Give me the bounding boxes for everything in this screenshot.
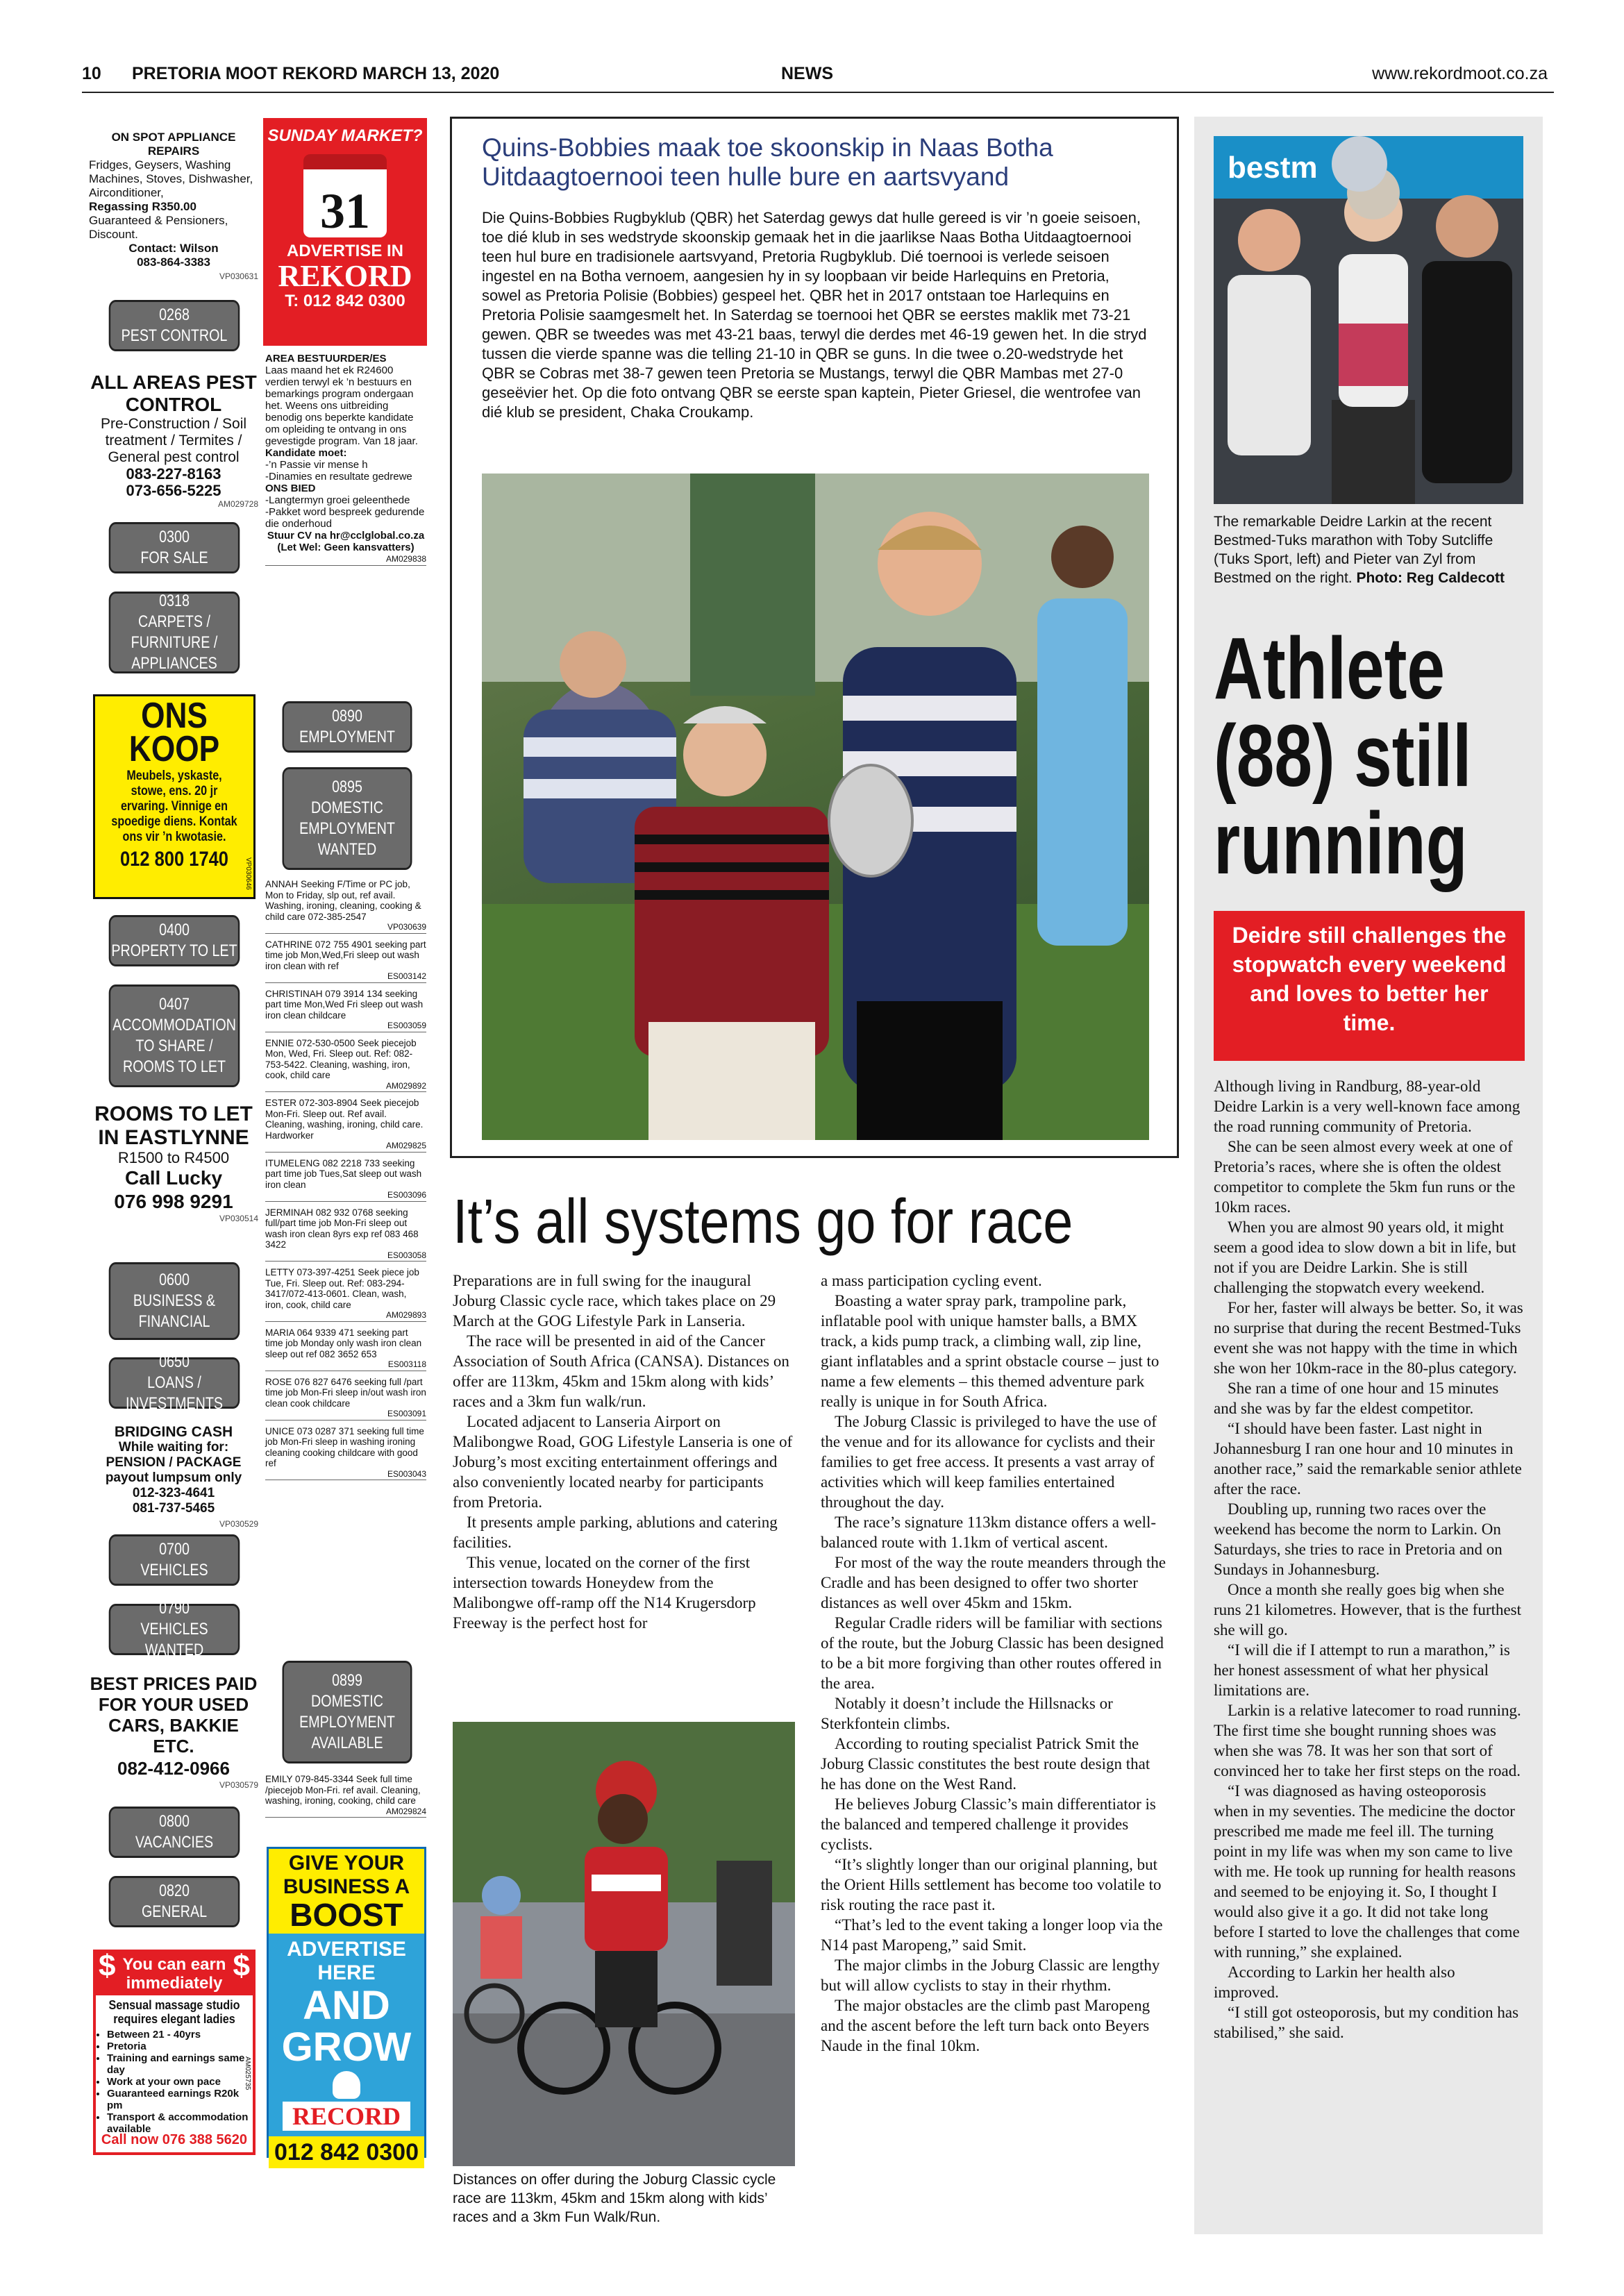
- race-col2: [821, 1271, 1168, 2056]
- pest-body: Pre-Construction / Soil treatment / Termites / General pest control: [100, 416, 247, 465]
- earn-list-item: • Pretoria: [107, 2041, 253, 2052]
- area-offer: ONS BIED: [265, 483, 316, 494]
- classified-ad: [265, 1038, 426, 1093]
- race-paragraph: Notably it doesn’t include the Hillsnacks or Sterkfontein climbs.: [821, 1695, 1113, 1732]
- athlete-paragraph: “I still got osteoporosis, but my condition has stabilised,” she said.: [1214, 2004, 1519, 2041]
- race-paragraph: It presents ample parking, ablutions and catering facilities.: [453, 1514, 778, 1551]
- ad-ref: ES003096: [265, 1190, 426, 1202]
- badge-label: BUSINESS & FINANCIAL: [133, 1291, 216, 1331]
- appliance-ref: VP030631: [219, 271, 258, 281]
- badge-code: 0400: [159, 921, 190, 939]
- ad-text: ENNIE 072-530-0500 Seek piecejob Mon, Wed, Fri. Sleep out. Ref: 082-753-5422. Cleaning, washing, iron, cook, child care: [265, 1037, 417, 1080]
- rooms-ad: [89, 1103, 258, 1223]
- category-badge-0407[interactable]: [109, 984, 240, 1087]
- athlete-paragraph: Doubling up, running two races over the weekend has become the norm to Larkin. On Saturdays, she tries to race in Pretoria and on Sundays in Johannesburg.: [1214, 1500, 1502, 1578]
- ad-text: MARIA 064 9339 471 seeking part time job Monday only wash iron clean sleep out ref 082 3652 653: [265, 1327, 422, 1359]
- ad-ref: AM029892: [265, 1081, 426, 1093]
- appliance-body: Fridges, Geysers, Washing Machines, Stoves, Dishwasher, Airconditioner,: [89, 158, 253, 199]
- cars-phone: 082-412-0966: [117, 1758, 230, 1779]
- rugby-trophy-photo: [482, 474, 1149, 1140]
- area-offer-2: -Pakket word bespreek gedurende die onderhoud: [265, 506, 425, 530]
- ons-koop-body: Meubels, yskaste, stowe, ens. 20 jr ervaring. Vinnige en spoedige diens. Kontak ons vir ’n kwotasie.: [111, 769, 237, 844]
- cycling-photo: [453, 1722, 795, 2166]
- sunday-brand: REKORD: [278, 259, 412, 293]
- athlete-body: [1214, 1076, 1523, 2043]
- rooms-price: R1500 to R4500: [117, 1149, 230, 1166]
- race-paragraph: According to routing specialist Patrick Smit the Joburg Classic constitutes the best route design that he has done on the West Rand.: [821, 1735, 1150, 1793]
- classified-ad: [265, 1426, 426, 1481]
- header-rule: [82, 92, 1554, 93]
- badge-code: 0600: [159, 1271, 190, 1289]
- rocket-icon: [333, 2071, 360, 2099]
- ad-text: CATHRINE 072 755 4901 seeking part time job Mon,Wed,Fri sleep out wash iron clean with ref: [265, 939, 426, 971]
- earn-list: [96, 2029, 253, 2135]
- boost-line-4: ADVERTISE: [287, 1938, 406, 1961]
- area-ref: AM029838: [265, 553, 426, 566]
- race-paragraph: “It’s slightly longer than our original planning, but the Orient Hills settlement has become too volatile to risk routing the race past it.: [821, 1856, 1162, 1913]
- ons-koop-title-1: ONS: [141, 696, 208, 736]
- ad-ref: AM029893: [265, 1310, 426, 1322]
- sunday-title: SUNDAY MARKET?: [267, 126, 423, 145]
- boost-line-6: AND: [303, 1983, 390, 2028]
- badge-code: 0700: [159, 1540, 190, 1559]
- appliance-title: ON SPOT APPLIANCE REPAIRS: [111, 131, 236, 158]
- ad-text: ROSE 076 827 6476 seeking full /part time job Mon-Fri sleep in/out wash iron clean cook childcare: [265, 1376, 426, 1409]
- athlete-paragraph: According to Larkin her health also improved.: [1214, 1963, 1455, 2001]
- ad-text: JERMINAH 082 932 0768 seeking full/part time job Mon-Fri sleep out wash iron clean 8yrs exp ref 083 468 3422: [265, 1207, 419, 1250]
- sunday-advertise: ADVERTISE IN: [286, 242, 404, 260]
- area-manager-ad: [265, 353, 426, 571]
- badge-label: EMPLOYMENT: [299, 728, 395, 746]
- caption-text: The remarkable Deidre Larkin at the recent Bestmed-Tuks marathon with Toby Sutcliffe (Tuks Sport, left) and Pieter van Zyl from Bestmed on the right.: [1214, 514, 1493, 586]
- earn-ad: [93, 1950, 256, 2155]
- race-headline: It’s all systems go for race: [453, 1187, 1073, 1257]
- bridging-line-2: PENSION / PACKAGE: [106, 1455, 242, 1470]
- ad-ref: ES003091: [265, 1409, 426, 1421]
- boost-line-3: BOOST: [290, 1897, 403, 1933]
- race-paragraph: This venue, located on the corner of the first intersection towards Honeydew from the Malibongwe off-ramp off the N14 Krugersdorp Freeway is the perfect host for: [453, 1554, 756, 1632]
- boost-line-7: GROW: [281, 2025, 412, 2070]
- race-paragraph: Regular Cradle riders will be familiar with sections of the route, but the Joburg Classic has been designed to be a bit more forgiving than other routes offered in the area.: [821, 1614, 1164, 1692]
- area-body: Laas maand het ek R24600 verdien terwyl ek ’n bestuurs en bemarkings program ondergaan het. Weens ons uitbreiding benodig ons beperkte kandidate om opleiding te ontvang in ons gevestigde program. Van 18 jaar.: [265, 364, 418, 447]
- race-paragraph: He believes Joburg Classic’s main differentiator is the balanced and tempered challenge it provides cyclists.: [821, 1795, 1156, 1853]
- classified-ad: [265, 1207, 426, 1262]
- ons-koop-ref: VP030646: [244, 857, 252, 890]
- calendar-icon: [303, 154, 387, 237]
- ad-ref: AM029825: [265, 1141, 426, 1153]
- bridging-line-3: payout lumpsum only: [105, 1470, 242, 1485]
- earn-title: You can earn immediately: [122, 1955, 226, 1993]
- race-paragraph: Preparations are in full swing for the inaugural Joburg Classic cycle race, which takes place on 29 March at the GOG Lifestyle Park in Lanseria.: [453, 1272, 776, 1330]
- page-number: 10: [82, 64, 101, 83]
- ons-koop-phone: 012 800 1740: [119, 848, 228, 871]
- ad-ref: ES003059: [265, 1021, 426, 1032]
- badge-label: ACCOMMODATION TO SHARE / ROOMS TO LET: [112, 1016, 236, 1076]
- classifieds-col1: [89, 131, 258, 283]
- cycling-photo-art: [453, 1722, 795, 2166]
- badge-label: VEHICLES WANTED: [140, 1620, 208, 1659]
- earn-sub: Sensual massage studio requires elegant ladies: [108, 1998, 240, 2026]
- earn-list-item: • Between 21 - 40yrs: [107, 2029, 253, 2041]
- athlete-paragraph: When you are almost 90 years old, it might seem a good idea to slow down a bit in life, but not if you are Deidre Larkin. She is still challenging the stopwatch every weekend.: [1214, 1218, 1516, 1296]
- rooms-call: Call Lucky: [124, 1167, 223, 1189]
- bridging-phone-2: 081-737-5465: [132, 1501, 215, 1516]
- classified-ad: [265, 939, 426, 983]
- area-cv: Stuur CV na hr@cclglobal.co.za (Let Wel: Geen kansvatters): [267, 530, 425, 553]
- badge-code: 0268: [159, 305, 190, 324]
- sunday-market-ad: [263, 118, 427, 346]
- category-badge-0700[interactable]: [109, 1534, 240, 1586]
- ad-text: ESTER 072-303-8904 Seek piecejob Mon-Fri. Sleep out. Ref avail. Cleaning, washing, ironing, child care. Hardworker: [265, 1098, 424, 1141]
- category-badge-0650[interactable]: [109, 1352, 240, 1413]
- badge-label: VACANCIES: [135, 1833, 214, 1852]
- category-badge-0800[interactable]: [109, 1807, 240, 1858]
- ad-text: ITUMELENG 082 2218 733 seeking part time job Tues,Sat sleep out wash iron clean: [265, 1157, 422, 1190]
- category-badge-0318[interactable]: [109, 592, 240, 673]
- sunday-tel: T: 012 842 0300: [285, 292, 405, 310]
- boost-brand: RECORD: [283, 2102, 410, 2131]
- badge-code: 0318: [159, 592, 190, 610]
- bridging-phone-1: 012-323-4641: [132, 1486, 215, 1500]
- athlete-photo: [1214, 136, 1523, 504]
- ad-ref: AM029824: [265, 1807, 426, 1818]
- race-paragraph: The major obstacles are the climb past Maropeng and the ascent before the left turn back onto Beyers Naude in the final 10km.: [821, 1997, 1150, 2054]
- category-badge-0600[interactable]: [109, 1262, 240, 1340]
- earn-list-item: • Guaranteed earnings R20k pm: [107, 2088, 253, 2111]
- boost-tel: 012 842 0300: [269, 2136, 424, 2168]
- category-badge-0790[interactable]: [109, 1599, 240, 1659]
- quins-headline: Quins-Bobbies maak toe skoonskip in Naas Botha Uitdaagtoernooi teen hulle bure en aartsvyand: [482, 133, 1053, 191]
- earn-list-item: • Transport & accommodation available: [107, 2111, 253, 2135]
- classified-ad: [265, 1327, 426, 1371]
- race-paragraph: Located adjacent to Lanseria Airport on Malibongwe Road, GOG Lifestyle Lanseria is one of Joburg’s most exciting entertainment offerings and also conveniently located nearby for participants from Pretoria.: [453, 1413, 793, 1511]
- category-badge-0300[interactable]: [109, 522, 240, 573]
- athlete-paragraph: “I will die if I attempt to run a marathon,” is her honest assessment of what her physical limitations are.: [1214, 1641, 1510, 1699]
- athlete-photo-art: [1214, 136, 1523, 504]
- athlete-paragraph: Larkin is a relative latecomer to road running. The first time she bought running shoes was when she was 78. It was her son that sort of convinced her to take her first steps on the road.: [1214, 1702, 1521, 1779]
- badge-label: GENERAL: [141, 1902, 208, 1921]
- domestic-ads-list: [265, 879, 426, 1486]
- earn-ref: AM025735: [244, 2056, 251, 2090]
- area-req-1: -’n Passie vir mense h: [265, 459, 368, 471]
- race-paragraph: The Joburg Classic is privileged to have the use of the venue and for its allowance for cyclists and their families to get free access. It presents a vast array of activities which will keep families entertained throughout the day.: [821, 1413, 1157, 1511]
- classified-ad: [265, 1158, 426, 1202]
- ad-ref: ES003142: [265, 971, 426, 983]
- masthead: PRETORIA MOOT REKORD MARCH 13, 2020: [132, 64, 500, 83]
- appliance-price: Regassing R350.00: [89, 200, 196, 213]
- emily-ad: [265, 1774, 426, 1823]
- category-badge-0400[interactable]: [109, 915, 240, 966]
- athlete-paragraph: “I should have been faster. Last night in Johannesburg I ran one hour and 10 minutes in another race,” said the remarkable senior athlete after the race.: [1214, 1420, 1522, 1498]
- race-paragraph: The race’s signature 113km distance offers a well-balanced route with 1.1km of vertical ascent.: [821, 1514, 1157, 1551]
- rooms-ref: VP030514: [219, 1214, 258, 1223]
- category-badge-0895[interactable]: [283, 767, 412, 870]
- badge-code: 0800: [159, 1812, 190, 1831]
- badge-label: DOMESTIC EMPLOYMENT AVAILABLE: [299, 1692, 395, 1752]
- pest-ad: [89, 371, 258, 509]
- boost-ad: [267, 1847, 426, 2165]
- ad-text: LETTY 073-397-4251 Seek piece job Tue, Fri. Sleep out. Ref: 083-294-3417/072-413-0601. Clean, wash, iron, cook, child care: [265, 1267, 419, 1310]
- classified-ad: [265, 1098, 426, 1153]
- quins-body: Die Quins-Bobbies Rugbyklub (QBR) het Saterdag gewys dat hulle gereed is vir ’n goeie seisoen, toe dié klub in ses wedstryde skoonskip gemaak het in die jaarlikse Naas Botha Uitdaagtoernooi teen hul bure en tradisionele aartsvyand, Pretoria Rugbyklub. Dié toernooi is verlede seisoen ingestel en na Botha vernoem, aangesien hy in sy loopbaan vir beide Harlequins en Pretoria, sowel as Pretoria Polisie (Bobbies) gespeel het. QBR het in 2017 ontstaan toe Harlequins en Pretoria Polisie saamgesmelt het. In Saterdag se toernooi het QBR se eerstes maklik met 73-21 gewen. QBR se tweedes was met 43-21 baas, terwyl die derdes met 46-19 gewen het. In die stryd tussen die vierde spanne was die telling 21-10 in QBR se guns. In die twee o.20-wedstryde het QBR se Cobras met 38-7 gewen teen Pretoria se Mustangs, terwyl die QBR Mambas met 27-0 geseëvier het. Op die foto ontvang QBR se eerste span kaptein, Pieter Griesel, die wentrofee van dié klub se president, Chaka Croukamp.: [482, 209, 1147, 421]
- appliance-phone: 083-864-3383: [137, 255, 210, 269]
- race-paragraph: The major climbs in the Joburg Classic are lengthy but will allow cyclists to stay in their rhythm.: [821, 1956, 1160, 1994]
- area-req: Kandidate moet:: [265, 447, 347, 459]
- ons-koop-title-2: KOOP: [128, 729, 220, 769]
- earn-list-item: • Training and earnings same day: [107, 2052, 253, 2076]
- bridging-title: BRIDGING CASH: [114, 1424, 233, 1440]
- badge-code: 0820: [159, 1882, 190, 1900]
- badge-code: 0790: [159, 1599, 190, 1618]
- area-title: AREA BESTUURDER/ES: [265, 353, 387, 364]
- appliance-contact: Contact: Wilson: [128, 242, 219, 255]
- boost-line-2: BUSINESS A: [283, 1875, 410, 1898]
- cars-title: BEST PRICES PAID FOR YOUR USED CARS, BAKKIE ETC.: [90, 1673, 258, 1757]
- badge-label: DOMESTIC EMPLOYMENT WANTED: [299, 798, 395, 859]
- badge-label: VEHICLES: [140, 1561, 208, 1579]
- boost-top: [269, 1849, 424, 1934]
- ad-text: CHRISTINAH 079 3914 134 seeking part time Mon,Wed Fri sleep out wash iron clean childcare: [265, 988, 424, 1021]
- badge-label: PEST CONTROL: [121, 326, 228, 345]
- ad-text: EMILY 079-845-3344 Seek full time /piecejob Mon-Fri. ref avail. Cleaning, washing, ironing, cooking, child care: [265, 1774, 421, 1806]
- calendar-date: 31: [320, 183, 370, 239]
- race-paragraph: The race will be presented in aid of the Cancer Association of South Africa (CANSA). Distances on offer are 113km, 45km and 15km along with kids’ races and a 3km fun walk/run.: [453, 1332, 789, 1410]
- svg-text:bestm: bestm: [1228, 151, 1318, 185]
- badge-code: 0407: [159, 995, 190, 1014]
- athlete-paragraph: “I was diagnosed as having osteoporosis when in my seventies. The medicine the doctor prescribed me made me feel ill. The turning point in my life was when my son came to live with me. He took up running for health reasons and seemed to be enjoying it. So, I thought I would also give it a go. It did not take long before I started to love the challenges that come with running,” she explained.: [1214, 1782, 1520, 1961]
- section-label: NEWS: [781, 64, 833, 83]
- ad-text: ANNAH Seeking F/Time or PC job, Mon to Friday, slp out, ref avail. Washing, ironing, cleaning, cooking & child care 072-385-2547: [265, 879, 421, 922]
- classified-ad: [265, 989, 426, 1032]
- race-paragraph: “That’s led to the event taking a longer loop via the N14 past Maropeng,” said Smit.: [821, 1916, 1163, 1954]
- athlete-paragraph: For her, faster will always be better. So, it was no surprise that during the recent Bestmed-Tuks event she was not happy with the time in which she won her 10km-race in the 80-plus category.: [1214, 1299, 1523, 1377]
- badge-code: 0899: [332, 1671, 362, 1690]
- classified-ad: [265, 879, 426, 934]
- cars-ad: [89, 1673, 258, 1790]
- category-badge-0899[interactable]: [283, 1661, 412, 1763]
- race-paragraph: Boasting a water spray park, trampoline park, inflatable pool with unique hamster balls, a BMX track, a kids pump track, a climbing wall, zip line, giant inflatables and a sprint obstacle course – just to name a few elements – this themed adventure park really is unique in for South Africa.: [821, 1292, 1160, 1410]
- earn-list-item: • Work at your own pace: [107, 2076, 253, 2088]
- ons-koop-ad: [93, 694, 256, 899]
- category-badge-0820[interactable]: [109, 1876, 240, 1927]
- boost-line-5: HERE: [317, 1961, 376, 1984]
- badge-label: PROPERTY TO LET: [111, 941, 237, 960]
- classified-ad: [265, 1267, 426, 1322]
- area-req-2: -Dinamies en resultate gedrewe: [265, 471, 412, 483]
- earn-title-bar: [96, 1949, 253, 1995]
- ad-ref: ES003043: [265, 1469, 426, 1481]
- rooms-title: ROOMS TO LET IN EASTLYNNE: [94, 1103, 253, 1149]
- category-badge-0890[interactable]: [283, 701, 412, 753]
- badge-label: CARPETS / FURNITURE / APPLIANCES: [131, 612, 218, 673]
- appliance-note: Guaranteed & Pensioners, Discount.: [89, 214, 228, 241]
- pest-title: ALL AREAS PEST CONTROL: [90, 371, 257, 415]
- pest-phone-1: 083-227-8163: [126, 465, 221, 483]
- badge-code: 0300: [159, 528, 190, 546]
- athlete-paragraph: She can be seen almost every week at one of Pretoria’s races, where she is often the oldest competitor to complete the 5km fun runs or the 10km races.: [1214, 1138, 1516, 1216]
- badge-label: FOR SALE: [140, 548, 208, 567]
- boost-line-1: GIVE YOUR: [288, 1852, 405, 1875]
- category-badge-0268[interactable]: [109, 300, 240, 351]
- badge-code: 0895: [332, 778, 362, 796]
- area-offer-1: -Langtermyn groei geleenthede: [265, 494, 410, 506]
- site-url: www.rekordmoot.co.za: [1372, 64, 1548, 83]
- athlete-photo-caption: [1214, 512, 1523, 587]
- race-paragraph: a mass participation cycling event.: [821, 1272, 1042, 1289]
- bridging-ref: VP030529: [219, 1519, 258, 1529]
- dollar-icon: $: [233, 1949, 250, 1983]
- ad-ref: ES003118: [265, 1359, 426, 1371]
- athlete-paragraph: Once a month she really goes big when she runs 21 kilometres. However, that is the furthest she will go.: [1214, 1581, 1522, 1639]
- athlete-standfirst: Deidre still challenges the stopwatch every weekend and loves to better her time.: [1214, 911, 1525, 1061]
- rooms-phone: 076 998 9291: [114, 1191, 233, 1212]
- athlete-headline: Athlete (88) still running: [1214, 619, 1472, 892]
- rugby-photo-art: [482, 474, 1149, 1140]
- cycling-caption: Distances on offer during the Joburg Classic cycle race are 113km, 45km and 15km along with kids’ races and a 3km Fun Walk/Run.: [453, 2172, 776, 2225]
- pest-ref: AM029728: [217, 499, 258, 509]
- pest-phone-2: 073-656-5225: [126, 482, 221, 499]
- athlete-paragraph: She ran a time of one hour and 15 minutes and she was by far the eldest competitor.: [1214, 1380, 1499, 1417]
- ad-ref: ES003058: [265, 1250, 426, 1262]
- badge-label: LOANS / INVESTMENTS: [126, 1373, 223, 1413]
- badge-code: 0890: [332, 707, 362, 726]
- dollar-icon: $: [99, 1949, 116, 1983]
- race-col1: [453, 1271, 794, 1633]
- athlete-paragraph: Although living in Randburg, 88-year-old Deidre Larkin is a very well-known face among the road running community of Pretoria.: [1214, 1078, 1521, 1135]
- photo-credit: Photo: Reg Caldecott: [1356, 570, 1505, 586]
- ad-text: UNICE 073 0287 371 seeking full time job Mon-Fri sleep in washing ironing cleaning cooking childcare with good ref: [265, 1425, 424, 1468]
- race-paragraph: For most of the way the route meanders through the Cradle and has been designed to offer two shorter distances as well over 45km and 15km.: [821, 1554, 1166, 1611]
- bridging-ad: [89, 1425, 258, 1532]
- classified-ad: [265, 1377, 426, 1421]
- earn-call: Call now 076 388 5620: [101, 2132, 248, 2147]
- cars-ref: VP030579: [219, 1780, 258, 1790]
- bridging-line-1: While waiting for:: [118, 1440, 229, 1455]
- badge-code: 0650: [159, 1352, 190, 1371]
- ad-ref: VP030639: [265, 922, 426, 934]
